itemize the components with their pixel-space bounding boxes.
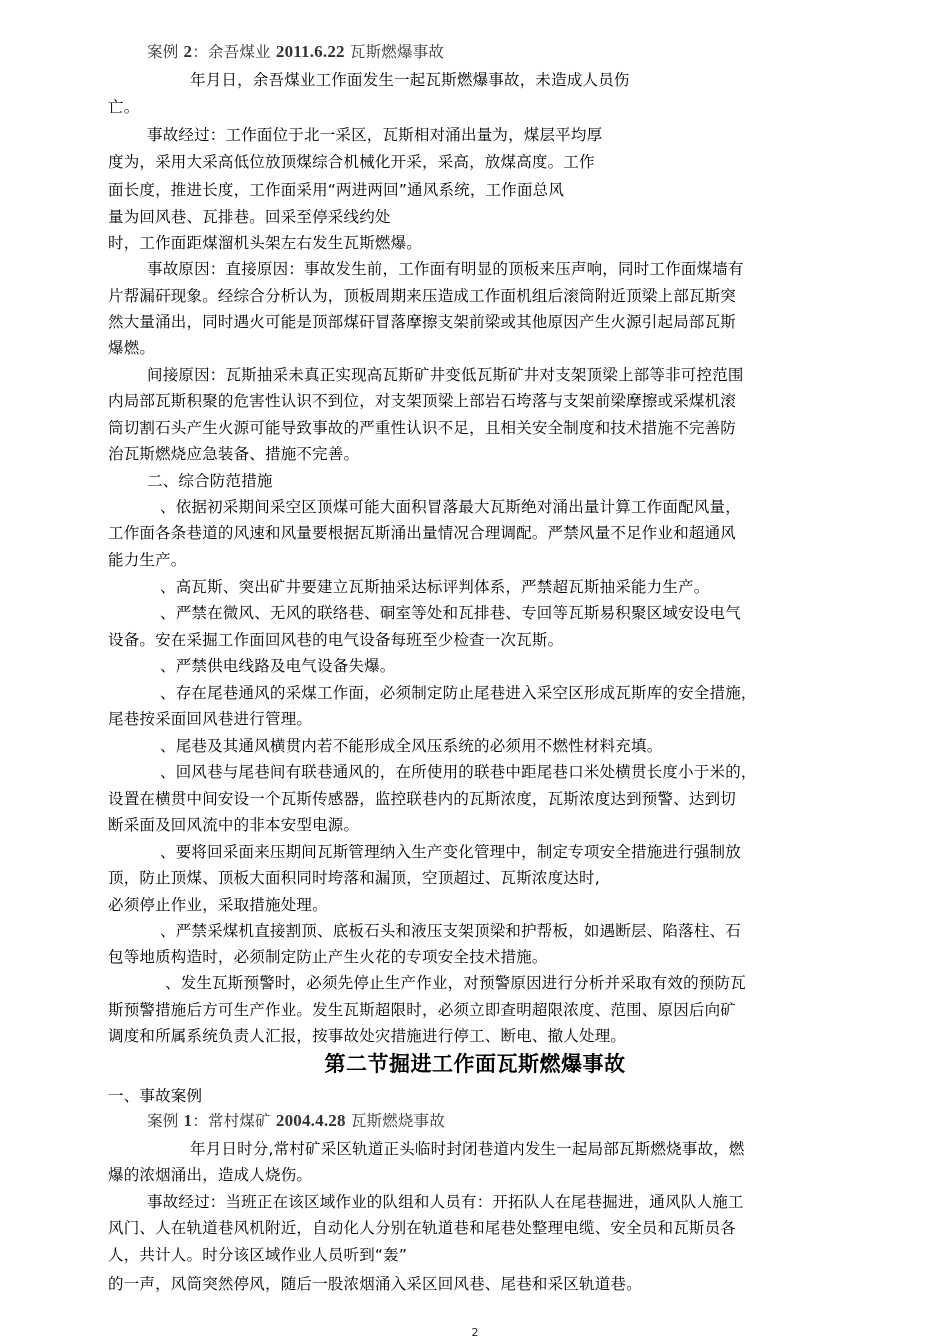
case-date: 2004.4.28 — [275, 1111, 346, 1130]
paragraph-line: 调度和所属系统负责人汇报，按事故处灾措施进行停工、断电、撤人处理。 — [108, 1027, 627, 1045]
paragraph-line: 亡。 — [108, 98, 140, 116]
paragraph-line: 然大量涌出，同时遇火可能是顶部煤矸冒落摩擦支架前梁或其他原因产生火源引起局部瓦斯 — [108, 313, 737, 331]
case-mine: ：余吾煤业 — [192, 43, 276, 61]
paragraph-line: 的一声，风筒突然停风，随后一股浓烟涌入采区回风巷、尾巷和采区轨道巷。 — [108, 1275, 642, 1293]
paragraph-line: 、尾巷及其通风横贯内若不能形成全风压系统的必须用不燃性材料充填。 — [160, 737, 663, 755]
paragraph-line: 必须停止作业，采取措施处理。 — [108, 896, 328, 914]
paragraph-line: 、要将回采面来压期间瓦斯管理纳入生产变化管理中，制定专项安全措施进行强制放 — [160, 843, 741, 861]
case-title: 瓦斯燃爆事故 — [344, 43, 445, 61]
paragraph-line: 年月日时分,常村矿采区轨道正头临时封闭巷道内发生一起局部瓦斯燃烧事故，燃 — [190, 1140, 745, 1158]
paragraph-line: 包等地质构造时，必须制定防止产生火花的专项安全技术措施。 — [108, 948, 548, 966]
paragraph-line: 、严禁供电线路及电气设备失爆。 — [160, 657, 396, 675]
paragraph-line: 度为，采用大采高低位放顶煤综合机械化开采，采高，放煤高度。工作 — [108, 153, 595, 171]
paragraph-line: 时，工作面距煤溜机头架左右发生瓦斯燃爆。 — [108, 234, 423, 252]
paragraph-line: 风门、人在轨道巷风机附近，自动化人分别在轨道巷和尾巷处整理电缆、安全员和瓦斯员各 — [108, 1219, 737, 1237]
paragraph-line: 间接原因：瓦斯抽采未真正实现高瓦斯矿井变低瓦斯矿井对支架顶梁上部等非可控范围 — [147, 366, 744, 384]
paragraph-line: 、严禁在微风、无风的联络巷、硐室等处和瓦排巷、专回等瓦斯易积聚区域安设电气 — [160, 604, 741, 622]
paragraph-line: 人，共计人。时分该区域作业人员听到“轰” — [108, 1246, 408, 1264]
case-label: 案例 — [147, 43, 184, 61]
paragraph-line: 事故经过：当班正在该区域作业的队组和人员有：开拓队人在尾巷掘进，通风队人施工 — [147, 1193, 744, 1211]
case-label: 案例 — [147, 1112, 184, 1130]
section-title: 第二节掘进工作面瓦斯燃爆事故 — [324, 1052, 626, 1076]
paragraph-line: 、严禁采煤机直接割顶、底板石头和液压支架顶梁和护帮板，如遇断层、陷落柱、石 — [160, 922, 741, 940]
paragraph-line: 量为回风巷、瓦排巷。回采至停采线约处 — [108, 208, 391, 226]
paragraph-line: 、高瓦斯、突出矿井要建立瓦斯抽采达标评判体系，严禁超瓦斯抽采能力生产。 — [160, 578, 710, 596]
paragraph-line: 工作面各条巷道的风速和风量要根据瓦斯涌出量情况合理调配。严禁风量不足作业和超通风 — [108, 524, 737, 542]
paragraph-line: 、回风巷与尾巷间有联巷通风的，在所使用的联巷中距尾巷口米处横贯长度小于米的， — [160, 763, 757, 781]
paragraph-line: 能力生产。 — [108, 551, 187, 569]
case-number: 1 — [183, 1111, 193, 1130]
case-number: 2 — [183, 42, 193, 61]
paragraph-line: 断采面及回风流中的非本安型电源。 — [108, 816, 360, 834]
paragraph-line: 片帮漏矸现象。经综合分析认为，顶板周期来压造成工作面机组后滚筒附近顶梁上部瓦斯突 — [108, 287, 737, 305]
case-2-heading — [147, 42, 444, 62]
page-number: 2 — [471, 1326, 479, 1339]
sub-heading: 一、事故案例 — [108, 1087, 203, 1105]
case-1-heading — [147, 1111, 445, 1131]
paragraph-line: 、发生瓦斯预警时，必须先停止生产作业，对预警原因进行分析并采取有效的预防瓦 — [165, 974, 746, 992]
paragraph-line: 设备。安在采掘工作面回风巷的电气设备每班至少检查一次瓦斯。 — [108, 631, 564, 649]
paragraph-line: 设置在横贯中间安设一个瓦斯传感器，监控联巷内的瓦斯浓度，瓦斯浓度达到预警、达到切 — [108, 790, 737, 808]
case-mine: ：常村煤矿 — [192, 1112, 276, 1130]
case-date: 2011.6.22 — [275, 42, 345, 61]
paragraph-line: 斯预警措施后方可生产作业。发生瓦斯超限时，必须立即查明超限浓度、范围、原因后向矿 — [108, 1001, 737, 1019]
section-subheading: 二、综合防范措施 — [147, 472, 273, 490]
paragraph-line: 治瓦斯燃烧应急装备、措施不完善。 — [108, 445, 360, 463]
paragraph-line: 、存在尾巷通风的采煤工作面，必须制定防止尾巷进入采空区形成瓦斯库的安全措施， — [160, 684, 757, 702]
paragraph-line: 事故原因：直接原因：事故发生前，工作面有明显的顶板来压声响，同时工作面煤墙有 — [147, 260, 744, 278]
paragraph-line: 爆的浓烟涌出，造成人烧伤。 — [108, 1166, 313, 1184]
paragraph-line: 内局部瓦斯积聚的危害性认识不到位，对支架顶梁上部岩石垮落与支架前梁摩擦或采煤机滚 — [108, 392, 737, 410]
paragraph-line: 年月日，余吾煤业工作面发生一起瓦斯燃爆事故，未造成人员伤 — [190, 71, 630, 89]
paragraph-line: 顶，防止顶煤、顶板大面积同时垮落和漏顶，空顶超过、瓦斯浓度达时, — [108, 869, 600, 887]
paragraph-line: 尾巷按采面回风巷进行管理。 — [108, 710, 313, 728]
paragraph-line: 、依据初采期间采空区顶煤可能大面积冒落最大瓦斯绝对涌出量计算工作面配风量， — [160, 498, 741, 516]
paragraph-line: 爆燃。 — [108, 339, 156, 357]
paragraph-line: 面长度，推进长度，工作面采用“两进两回”通风系统，工作面总风 — [108, 181, 565, 199]
paragraph-line: 筒切割石头产生火源可能导致事故的严重性认识不足，且相关安全制度和技术措施不完善防 — [108, 419, 737, 437]
paragraph-line: 事故经过：工作面位于北一采区，瓦斯相对涌出量为，煤层平均厚 — [147, 126, 603, 144]
case-title: 瓦斯燃烧事故 — [345, 1112, 446, 1130]
